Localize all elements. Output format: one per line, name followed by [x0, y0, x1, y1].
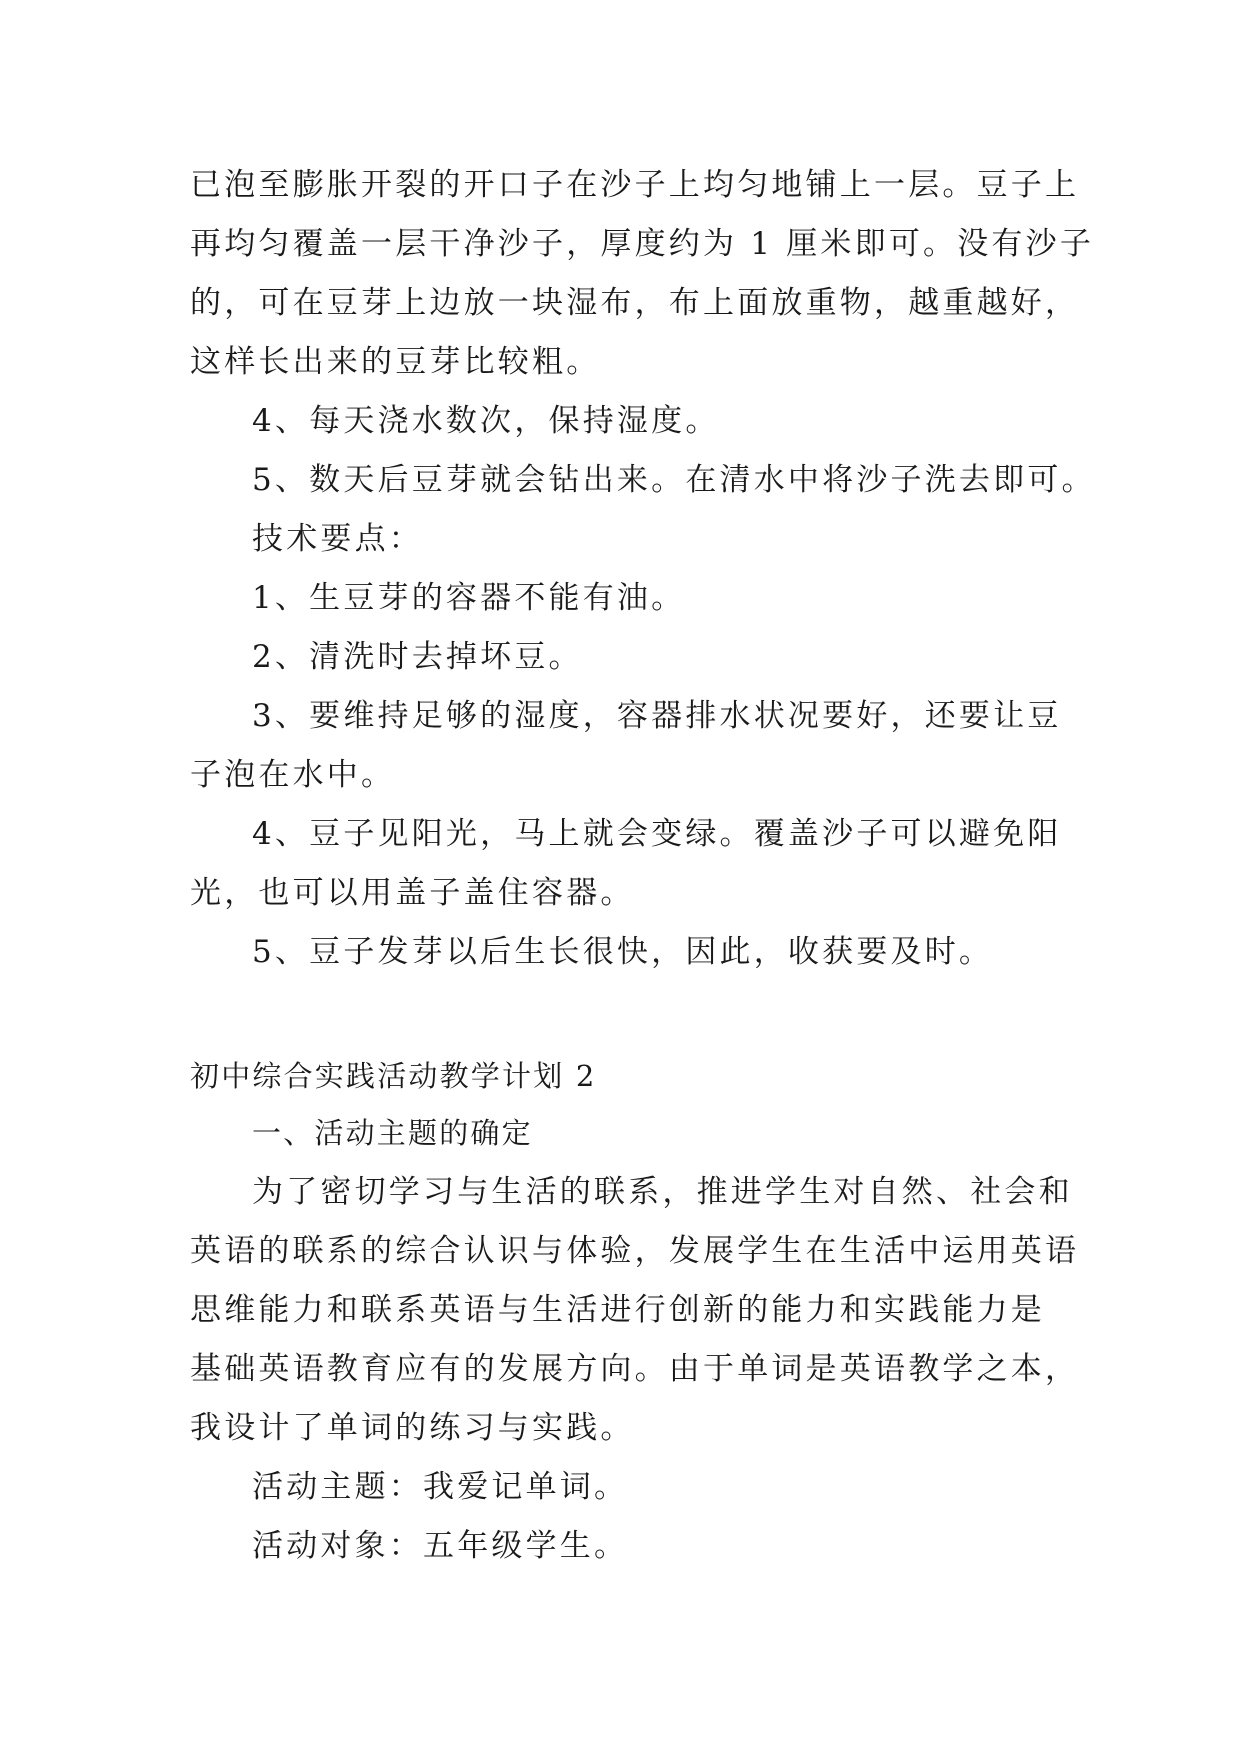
section-title: 初中综合实践活动教学计划 2 — [190, 1059, 597, 1093]
tech-point-1: 1、生豆芽的容器不能有油。 — [252, 580, 686, 616]
tech-point-4-cont: 光，也可以用盖子盖住容器。 — [190, 875, 635, 911]
paragraph-line: 英语的联系的综合认识与体验，发展学生在生活中运用英语 — [190, 1233, 1080, 1269]
step-5: 5、数天后豆芽就会钻出来。在清水中将沙子洗去即可。 — [252, 462, 1096, 498]
paragraph-line: 为了密切学习与生活的联系，推进学生对自然、社会和 — [252, 1174, 1073, 1210]
tech-point-3: 3、要维持足够的湿度，容器排水状况要好，还要让豆 — [252, 698, 1062, 734]
paragraph-line: 思维能力和联系英语与生活进行创新的能力和实践能力是 — [190, 1292, 1045, 1328]
activity-target: 活动对象：五年级学生。 — [252, 1528, 629, 1564]
section-heading: 一、活动主题的确定 — [252, 1116, 533, 1150]
paragraph-line: 已泡至膨胀开裂的开口子在沙子上均匀地铺上一层。豆子上 — [190, 167, 1080, 203]
activity-theme: 活动主题：我爱记单词。 — [252, 1469, 629, 1505]
document-body — [190, 156, 1096, 1576]
tech-point-2: 2、清洗时去掉坏豆。 — [252, 639, 583, 675]
paragraph-line: 再均匀覆盖一层干净沙子，厚度约为 1 厘米即可。没有沙子 — [190, 226, 1095, 262]
step-4: 4、每天浇水数次，保持湿度。 — [252, 403, 720, 439]
section-spacer — [190, 982, 1070, 1048]
paragraph-line: 我设计了单词的练习与实践。 — [190, 1410, 635, 1446]
paragraph-line: 这样长出来的豆芽比较粗。 — [190, 344, 601, 380]
tech-point-5: 5、豆子发芽以后生长很快，因此，收获要及时。 — [252, 934, 994, 970]
tech-point-4: 4、豆子见阳光，马上就会变绿。覆盖沙子可以避免阳 — [252, 816, 1062, 852]
paragraph-line: 基础英语教育应有的发展方向。由于单词是英语教学之本， — [190, 1351, 1080, 1387]
tech-point-3-cont: 子泡在水中。 — [190, 757, 396, 793]
tech-points-title: 技术要点： — [252, 521, 423, 557]
paragraph-line: 的，可在豆芽上边放一块湿布，布上面放重物，越重越好， — [190, 285, 1080, 321]
